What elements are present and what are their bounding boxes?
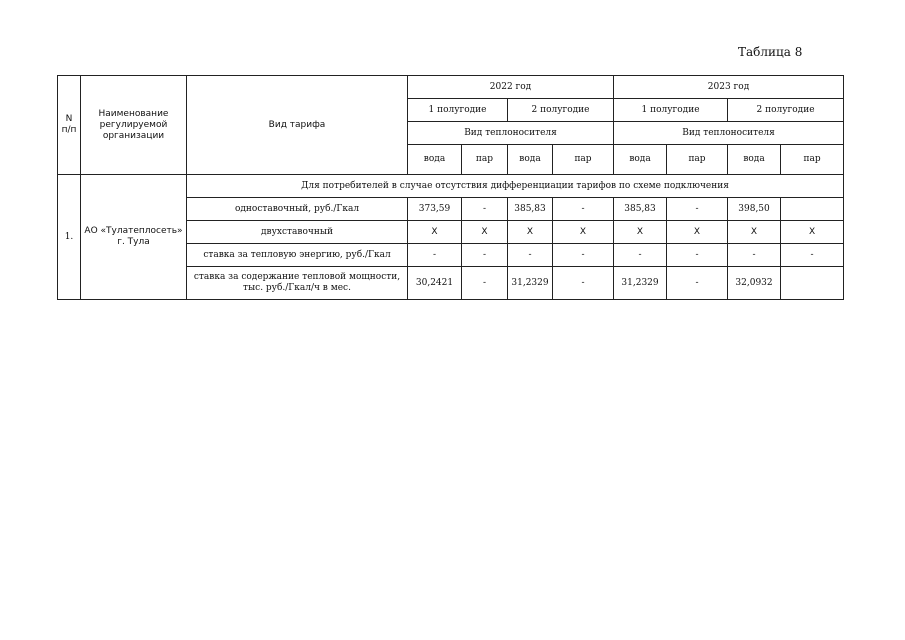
tariff-value: - — [462, 267, 508, 300]
header-medium: вода — [408, 145, 462, 175]
table-row — [58, 175, 844, 198]
tariff-value: X — [408, 221, 462, 244]
tariff-value: - — [553, 244, 614, 267]
header-row-years — [58, 76, 844, 99]
tariff-value: X — [508, 221, 553, 244]
tariff-table — [57, 75, 844, 300]
tariff-value: - — [508, 244, 553, 267]
header-year-2023: 2023 год — [614, 76, 844, 99]
tariff-label: одноставочный, руб./Гкал — [187, 198, 408, 221]
table-caption: Таблица 8 — [738, 45, 803, 59]
tariff-value: 373,59 — [408, 198, 462, 221]
header-org: Наименование регулируемой организации — [81, 76, 187, 175]
tariff-label: двухставочный — [187, 221, 408, 244]
tariff-value: - — [408, 244, 462, 267]
tariff-value: - — [614, 244, 667, 267]
tariff-value: - — [781, 244, 844, 267]
tariff-value: 385,83 — [508, 198, 553, 221]
tariff-value: X — [462, 221, 508, 244]
tariff-value: X — [614, 221, 667, 244]
tariff-value: - — [728, 244, 781, 267]
tariff-value: X — [553, 221, 614, 244]
tariff-value: 30,2421 — [408, 267, 462, 300]
header-year-2022: 2022 год — [408, 76, 614, 99]
header-carrier: Вид теплоносителя — [408, 122, 614, 145]
header-half: 1 полугодие — [408, 99, 508, 122]
header-medium: пар — [553, 145, 614, 175]
tariff-value: - — [462, 244, 508, 267]
organization-name: АО «Тулатеплосеть» г. Тула — [81, 175, 187, 300]
header-medium: вода — [508, 145, 553, 175]
header-carrier: Вид теплоносителя — [614, 122, 844, 145]
tariff-value — [781, 198, 844, 221]
tariff-value: X — [781, 221, 844, 244]
tariff-value: 31,2329 — [508, 267, 553, 300]
tariff-label: ставка за содержание тепловой мощности, тыс. руб./Гкал/ч в мес. — [187, 267, 408, 300]
tariff-value: 31,2329 — [614, 267, 667, 300]
tariff-value: - — [553, 198, 614, 221]
tariff-value: - — [667, 267, 728, 300]
header-half: 2 полугодие — [728, 99, 844, 122]
header-half: 1 полугодие — [614, 99, 728, 122]
tariff-value: X — [728, 221, 781, 244]
tariff-value: 32,0932 — [728, 267, 781, 300]
header-tariff-type: Вид тарифа — [187, 76, 408, 175]
header-medium: вода — [614, 145, 667, 175]
tariff-value: 398,50 — [728, 198, 781, 221]
header-half: 2 полугодие — [508, 99, 614, 122]
tariff-value: X — [667, 221, 728, 244]
section-title: Для потребителей в случае отсутствия дифференциации тарифов по схеме подключения — [187, 175, 844, 198]
tariff-value: - — [553, 267, 614, 300]
header-medium: вода — [728, 145, 781, 175]
header-num: N п/п — [58, 76, 81, 175]
tariff-label: ставка за тепловую энергию, руб./Гкал — [187, 244, 408, 267]
tariff-value: 385,83 — [614, 198, 667, 221]
tariff-value: - — [667, 244, 728, 267]
header-medium: пар — [781, 145, 844, 175]
header-medium: пар — [462, 145, 508, 175]
header-medium: пар — [667, 145, 728, 175]
row-number: 1. — [58, 175, 81, 300]
tariff-value: - — [667, 198, 728, 221]
tariff-value — [781, 267, 844, 300]
tariff-value: - — [462, 198, 508, 221]
